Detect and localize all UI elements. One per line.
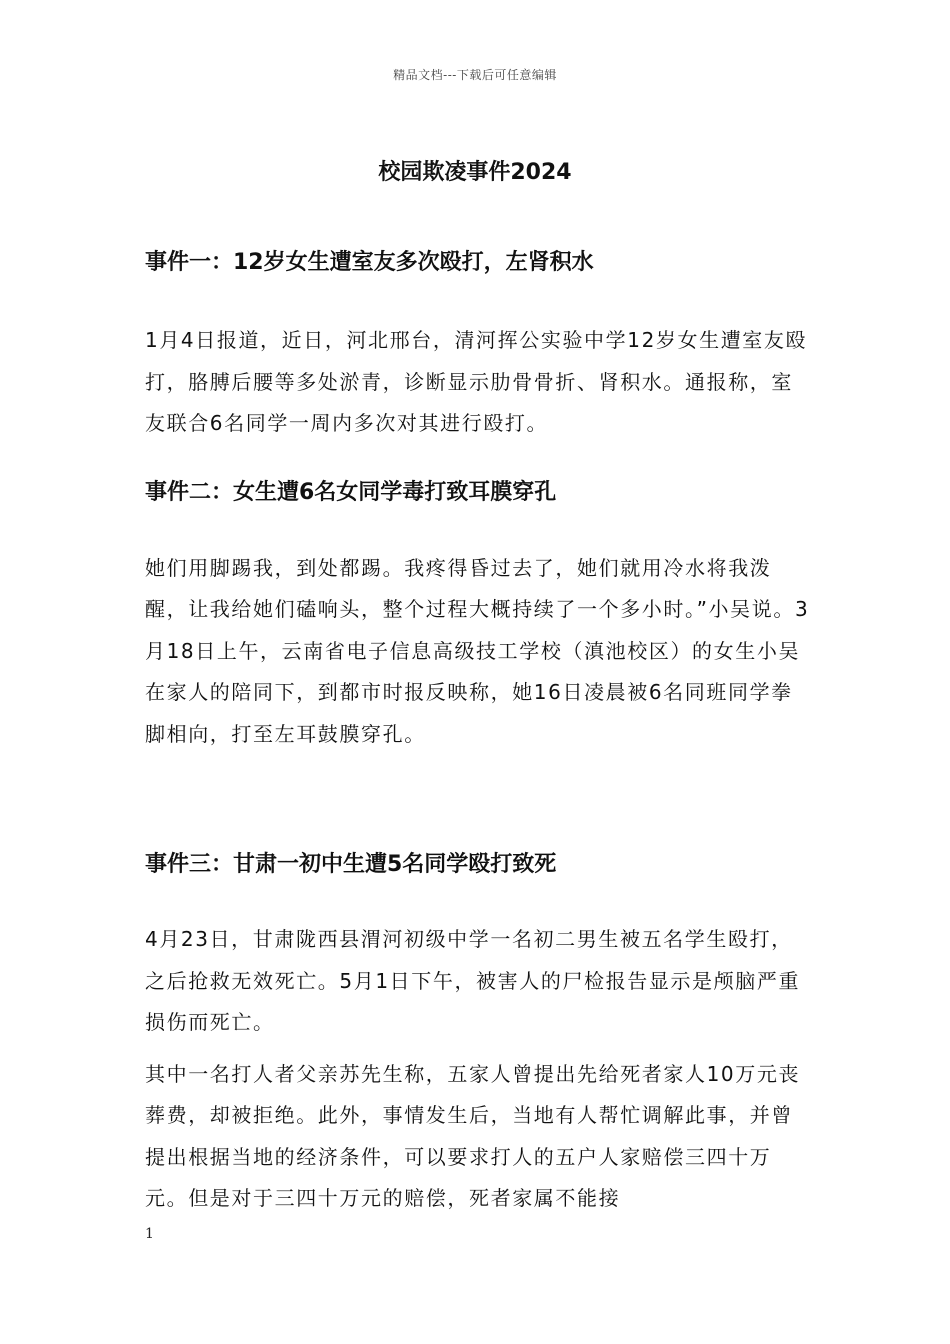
section-heading: 事件三：甘肃一初中生遭5名同学殴打致死 [145,852,557,877]
document-title: 校园欺凌事件2024 [378,160,572,185]
section-paragraph: 1月4日报道，近日，河北邢台，清河挥公实验中学12岁女生遭室友殴打，胳膊后腰等多处淤青，诊断显示肋骨骨折、肾积水。通报称，室友联合6名同学一周内多次对其进行殴打。 [145,328,808,435]
section-heading: 事件二：女生遭6名女同学毒打致耳膜穿孔 [145,479,557,505]
document-body [145,243,810,1220]
page-number: 1 [145,1226,154,1242]
section-heading: 事件一：12岁女生遭室友多次殴打，左肾积水 [145,250,594,275]
section-paragraph: 她们用脚踢我，到处都踢。我疼得昏过去了，她们就用冷水将我泼醒，让我给她们磕响头，整个过程大概持续了一个多小时。”小吴说。3月18日上午，云南省电子信息高级技工学校（滇池校区）的女生小吴在家人的陪同下，到都市时报反映称，她16日凌晨被6名同班同学拳脚相向，打至左耳鼓膜穿孔。 [145,555,810,746]
section-paragraph: 其中一名打人者父亲苏先生称，五家人曾提出先给死者家人10万元丧葬费，却被拒绝。此外，事情发生后，当地有人帮忙调解此事，并曾提出根据当地的经济条件，可以要求打人的五户人家赔偿三四十万元。但是对于三四十万元的赔偿，死者家属不能接 [145,1061,801,1210]
header-watermark: 精品文档---下载后可任意编辑 [393,68,557,82]
section-paragraph: 4月23日，甘肃陇西县渭河初级中学一名初二男生被五名学生殴打，之后抢救无效死亡。5月1日下午，被害人的尸检报告显示是颅脑严重损伤而死亡。 [145,927,801,1034]
